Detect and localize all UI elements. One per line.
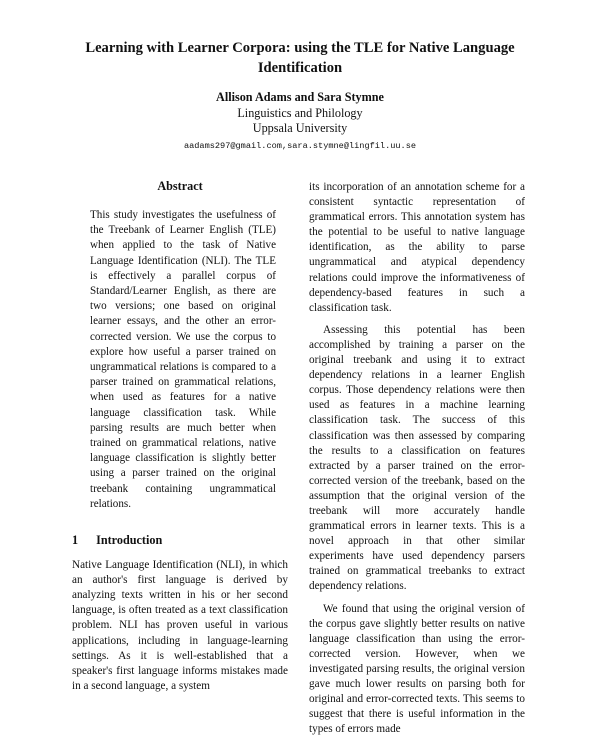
abstract-heading: Abstract [157,179,203,193]
section-heading-introduction [72,532,288,548]
body-paragraph-2: Assessing this potential has been accomplished by training a parser on the original treebank and using it to extract dependency relations in a learner English corpus. Those dependency relations were then used as features in a machine learning classification task. The success of this classification was then assessed by comparing the results to a classification on features extracted by a parser trained on the error-corrected version of the treebank, based on the assumption that the original version of the treebank will more accurately handle grammatical errors in learner texts. This is a novel approach in that other similar experiments have used dependency parsers trained on grammatical treebanks to extract dependency relations. [309,323,525,593]
left-column [72,178,288,701]
author-block [100,90,500,153]
author-emails: aadams297@gmail.com,sara.stymne@lingfil.uu.se [183,140,417,151]
body-paragraph-3: We found that using the original version of the corpus gave slightly better results on native language classification than using the error-corrected version. However, when we investigated parsing results, the original version gave much lower results on parsing both for original and error-corrected texts. This seems to suggest that there is useful information in the types of errors made [309,602,525,736]
body-paragraph-1: its incorporation of an annotation scheme for a consistent syntactic representation of grammatical errors. This annotation system has the potential to be useful to native language identification, as the ability to parse ungrammatical and atypical dependency relations could improve the informativeness of dependency-based features in such a classification task. [309,181,525,314]
abstract-text: This study investigates the usefulness of the Treebank of Learner English (TLE) when applied to the task of Native Language Identification (NLI). The TLE is effectively a parallel corpus of Standard/Learner English, as there are two versions; one based on original learner essays, and the other an error-corrected version. We use the corpus to explore how useful a parser trained on ungrammatical relations is compared to a parser trained on grammatical relations, when used as features for a native language classification task. While parsing results are much better when trained on grammatical relations, native language classification is slightly better using a parser trained on the original treebank containing ungrammatical relations. [90,209,276,510]
section-number: 1 [72,533,79,548]
right-column [309,180,525,744]
affiliation-university: Uppsala University [252,121,348,135]
paper-title: Learning with Learner Corpora: using the TLE for Native Language Identification [85,40,515,76]
author-names: Allison Adams and Sara Stymne [216,90,384,104]
section-title: Introduction [96,533,163,548]
affiliation-department: Linguistics and Philology [237,105,363,120]
intro-paragraph: Native Language Identification (NLI), in which an author's first language is derived by analyzing texts written in his or her second language, is often treated as a text classification problem. NLI has proven useful in various applications, including in language-learning settings. As it is well-established that a speaker's first language informs mistakes made in a second language, a system [72,559,288,692]
